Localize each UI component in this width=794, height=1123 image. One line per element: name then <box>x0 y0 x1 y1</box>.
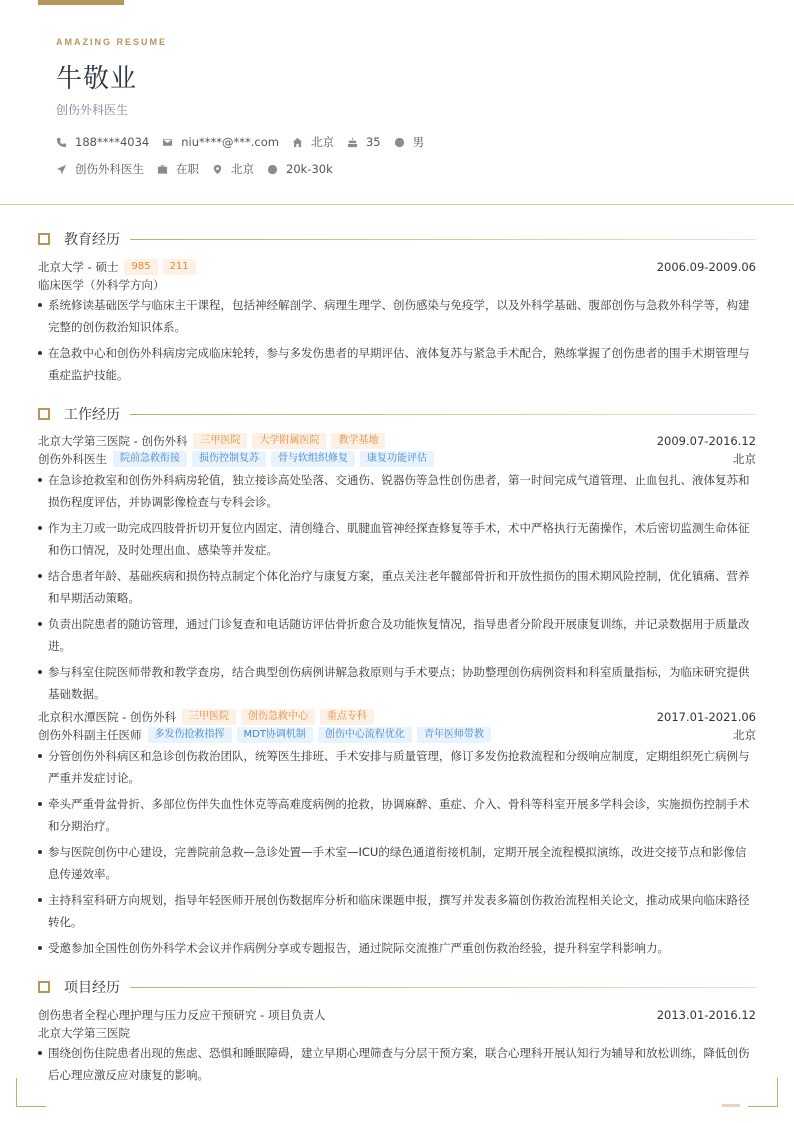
contact-row <box>56 134 437 150</box>
phone-item <box>56 135 149 149</box>
job-role-row <box>38 726 756 744</box>
send-icon <box>56 164 67 175</box>
education-entry-header <box>38 258 756 276</box>
job-bullet: 参与科室住院医师带教和教学查房，结合典型创伤病例讲解急救原则与手术要点；协助整理创伤病例资料和科室质量指标，为临床研究提供基础数据。 <box>38 661 756 705</box>
email-item <box>162 135 279 149</box>
education-tag: 211 <box>163 259 196 275</box>
education-major-row <box>38 276 756 294</box>
page-marker <box>722 1104 740 1107</box>
role-tag: 创伤中心流程优化 <box>318 727 412 743</box>
job-bullet: 参与医院创伤中心建设，完善院前急救—急诊处置—手术室—ICU的绿色通道衔接机制，定期开展全流程模拟演练，改进交接节点和影像信息传递效率。 <box>38 841 756 885</box>
job-bullet: 分管创伤外科病区和急诊创伤救治团队，统筹医生排班、手术安排与质量管理，修订多发伤抢救流程和分级响应制度，定期组织死亡病例与严重并发症讨论。 <box>38 745 756 789</box>
education-school: 北京大学 - 硕士 <box>38 260 119 274</box>
intent-role-item <box>56 161 144 177</box>
job-city: 北京 <box>733 728 756 742</box>
salary-item <box>267 162 333 176</box>
intent-city-item <box>212 161 254 177</box>
phone-text: 188****4034 <box>75 135 150 149</box>
briefcase-icon <box>157 164 168 175</box>
project-heading: 项目经历 <box>64 980 120 996</box>
job-bullet: 牵头严重骨盆骨折、多部位伤伴失血性休克等高难度病例的抢救，协调麻醉、重症、介入、骨科等科室开展多学科会诊，实施损伤控制手术和分期治疗。 <box>38 793 756 837</box>
role-tag: 多发伤抢救指挥 <box>148 727 232 743</box>
salary-icon <box>267 164 278 175</box>
org-tag: 大学附属医院 <box>252 433 326 449</box>
job-bullet: 受邀参加全国性创伤外科学术会议并作病例分享或专题报告，通过院际交流推广严重创伤救治经验，提升科室学科影响力。 <box>38 937 756 959</box>
project-org: 北京大学第三医院 <box>38 1026 130 1040</box>
age-item <box>347 135 381 149</box>
education-bullet: 系统修读基础医学与临床主干课程，包括神经解剖学、病理生理学、创伤感染与免疫学，以及外科学基础、腹部创伤与急救外科学等，构建完整的创伤救治知识体系。 <box>38 294 756 338</box>
brand-label: AMAZING RESUME <box>56 37 167 47</box>
home-icon <box>292 137 303 148</box>
role-tag: 骨与软组织修复 <box>271 451 355 467</box>
hometown-item <box>292 134 334 150</box>
job-date: 2009.07-2016.12 <box>656 434 756 448</box>
education-heading: 教育经历 <box>64 232 120 248</box>
mail-icon <box>162 137 173 148</box>
intent-city-text: 北京 <box>231 162 254 176</box>
role-tag: 院前急救衔接 <box>113 451 187 467</box>
work-heading: 工作经历 <box>64 407 120 423</box>
education-tag: 985 <box>124 259 157 275</box>
gender-item <box>394 134 425 150</box>
job-header <box>38 432 756 450</box>
salary-text: 20k-30k <box>286 162 333 176</box>
section-square-icon <box>38 408 50 420</box>
project-name: 创伤患者全程心理护理与压力反应干预研究 - 项目负责人 <box>38 1008 326 1022</box>
org-tag: 三甲医院 <box>193 433 247 449</box>
project-org-row <box>38 1024 756 1042</box>
age-text: 35 <box>365 135 381 149</box>
role-tag: MDT协调机制 <box>237 727 313 743</box>
section-rule <box>130 414 756 415</box>
candidate-name: 牛敬业 <box>56 64 138 94</box>
candidate-title: 创伤外科医生 <box>56 103 129 117</box>
education-major: 临床医学（外科学方向） <box>38 278 165 292</box>
project-header <box>38 1006 756 1024</box>
job-date: 2017.01-2021.06 <box>656 710 756 724</box>
job-org: 北京大学第三医院 - 创伤外科 <box>38 434 188 448</box>
section-rule <box>130 987 756 988</box>
job-role-row <box>38 450 756 468</box>
project-bullet: 围绕创伤住院患者出现的焦虑、恐惧和睡眠障碍，建立早期心理筛查与分层干预方案，联合心理科开展认知行为辅导和放松训练，降低创伤后心理应激反应对康复的影响。 <box>38 1042 756 1086</box>
job-city: 北京 <box>733 452 756 466</box>
job-bullet: 负责出院患者的随访管理，通过门诊复查和电话随访评估骨折愈合及功能恢复情况，指导患者分阶段开展康复训练，并记录数据用于质量改进。 <box>38 613 756 657</box>
job-org: 北京积水潭医院 - 创伤外科 <box>38 710 176 724</box>
project-section-heading <box>38 978 756 996</box>
gender-icon <box>394 137 405 148</box>
education-section-heading <box>38 230 756 248</box>
org-tag: 创伤急救中心 <box>241 709 315 725</box>
org-tag: 重点专科 <box>320 709 374 725</box>
work-section-heading <box>38 405 756 423</box>
org-tag: 三甲医院 <box>182 709 236 725</box>
header-divider <box>0 204 794 205</box>
phone-icon <box>56 137 67 148</box>
job-role: 创伤外科医生 <box>38 452 107 466</box>
role-tag: 损伤控制复苏 <box>192 451 266 467</box>
hometown-text: 北京 <box>310 135 334 149</box>
section-square-icon <box>38 981 50 993</box>
job-role: 创伤外科副主任医师 <box>38 728 142 742</box>
job-intent-row <box>56 161 346 177</box>
gender-text: 男 <box>412 135 425 149</box>
org-tag: 教学基地 <box>331 433 385 449</box>
education-bullet: 在急救中心和创伤外科病房完成临床轮转，参与多发伤患者的早期评估、液体复苏与紧急手术配合，熟练掌握了创伤患者的围手术期管理与重症监护技能。 <box>38 342 756 386</box>
email-text: niu****@***.com <box>181 135 279 149</box>
job-bullet: 主持科室科研方向规划，指导年轻医师开展创伤数据库分析和临床课题申报，撰写并发表多篇创伤救治流程相关论文，推动成果向临床路径转化。 <box>38 889 756 933</box>
role-tag: 青年医师带教 <box>417 727 491 743</box>
job-bullet: 在急诊抢救室和创伤外科病房轮值，独立接诊高处坠落、交通伤、锐器伤等急性创伤患者，第一时间完成气道管理、止血包扎、液体复苏和损伤程度评估，并协调影像检查与专科会诊。 <box>38 469 756 513</box>
project-date: 2013.01-2016.12 <box>656 1008 756 1022</box>
intent-role-text: 创伤外科医生 <box>75 162 144 176</box>
corner-decoration-left <box>16 1078 46 1107</box>
job-header <box>38 708 756 726</box>
top-accent-bar <box>38 0 124 5</box>
section-square-icon <box>38 233 50 245</box>
corner-decoration-right <box>748 1078 778 1107</box>
cake-icon <box>347 137 358 148</box>
job-bullet: 结合患者年龄、基础疾病和损伤特点制定个体化治疗与康复方案，重点关注老年髋部骨折和开放性损伤的围术期风险控制，优化镇痛、营养和早期活动策略。 <box>38 565 756 609</box>
status-item <box>157 161 199 177</box>
education-date: 2006.09-2009.06 <box>656 260 756 274</box>
job-bullet: 作为主刀或一助完成四肢骨折切开复位内固定、清创缝合、肌腱血管神经探查修复等手术，术中严格执行无菌操作，术后密切监测生命体征和伤口情况，及时处理出血、感染等并发症。 <box>38 517 756 561</box>
section-rule <box>130 239 756 240</box>
role-tag: 康复功能评估 <box>360 451 434 467</box>
status-text: 在职 <box>176 162 199 176</box>
location-icon <box>212 164 223 175</box>
